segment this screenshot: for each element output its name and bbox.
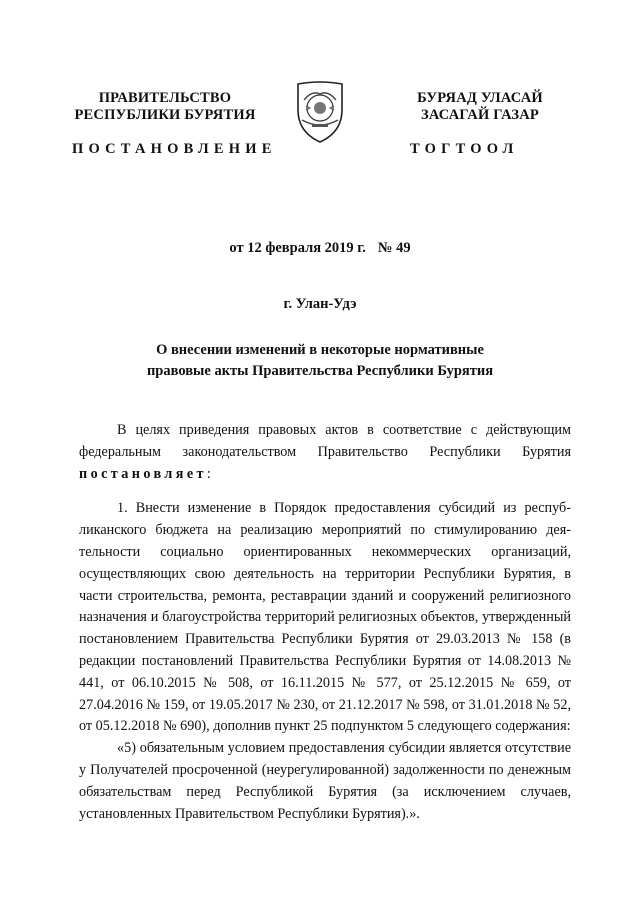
date-and-number — [0, 240, 640, 257]
government-name-buryat-line2: ЗАСАГАЙ ГАЗАР — [421, 107, 539, 123]
decree-date: от 12 февраля 2019 г. — [229, 240, 366, 256]
government-name-line2: РЕСПУБЛИКИ БУРЯТИЯ — [74, 107, 256, 123]
header-left-block — [55, 90, 275, 124]
document-type-buryat: ТОГТООЛ — [410, 141, 519, 157]
document-title — [110, 340, 530, 382]
document-type-russian: ПОСТАНОВЛЕНИЕ — [72, 141, 277, 157]
header-right-block — [370, 90, 590, 124]
intro-text: В целях приведения правовых актов в соответствие с действующим федеральным законодательством Правительство Республики Бурятия — [79, 422, 571, 460]
title-line2: правовые акты Правительства Республики Бурятия — [146, 363, 494, 379]
government-name-buryat-line1: БУРЯАД УЛАСАЙ — [417, 90, 543, 106]
item-1-paragraph: 1. Внести изменение в Порядок предоставления субсидий из республиканского бюджета на реализацию мероприятий по стимулированию деятельности социально ориентированных некоммерческих организаций, осуществляющих свою деятельность на территории Республики Бурятия, в части строительства, ремонта, реставрации зданий и сооружений религиозного назначения и благоустройства территорий религиозных объектов, утвержденный постановлением Правительства Республики Бурятия от 29.03.2013 № 158 (в редакции постановлений Правительства Республики Бурятия от 14.08.2013 № 441, от 06.10.2015 № 508, от 16.11.2015 № 577, от 25.12.2015 № 659, от 27.04.2016 № 159, от 19.05.2017 № 230, от 21.12.2017 № 598, от 31.01.2018 № 52, от 05.12.2018 № 690), дополнив пункт 25 подпунктом 5 следующего содержания: — [79, 500, 571, 735]
intro-paragraph — [79, 420, 571, 485]
buryatia-coat-of-arms-icon — [292, 80, 348, 146]
decree-colon: : — [206, 465, 211, 482]
decree-number: № 49 — [377, 240, 411, 256]
document-body — [79, 420, 571, 825]
city: г. Улан-Удэ — [283, 296, 357, 312]
title-line1: О внесении изменений в некоторые нормативные — [156, 342, 484, 358]
decree-word: постановляет — [79, 465, 207, 482]
government-name-line1: ПРАВИТЕЛЬСТВО — [98, 90, 232, 106]
quote-paragraph: «5) обязательным условием предоставления субсидии является отсутствие у Получателей просроченной (неурегулированной) задолженности по денежным обязательствам перед Республикой Бурятия (за исключением случаев, установленных Правительством Республики Бурятия).». — [79, 740, 571, 822]
